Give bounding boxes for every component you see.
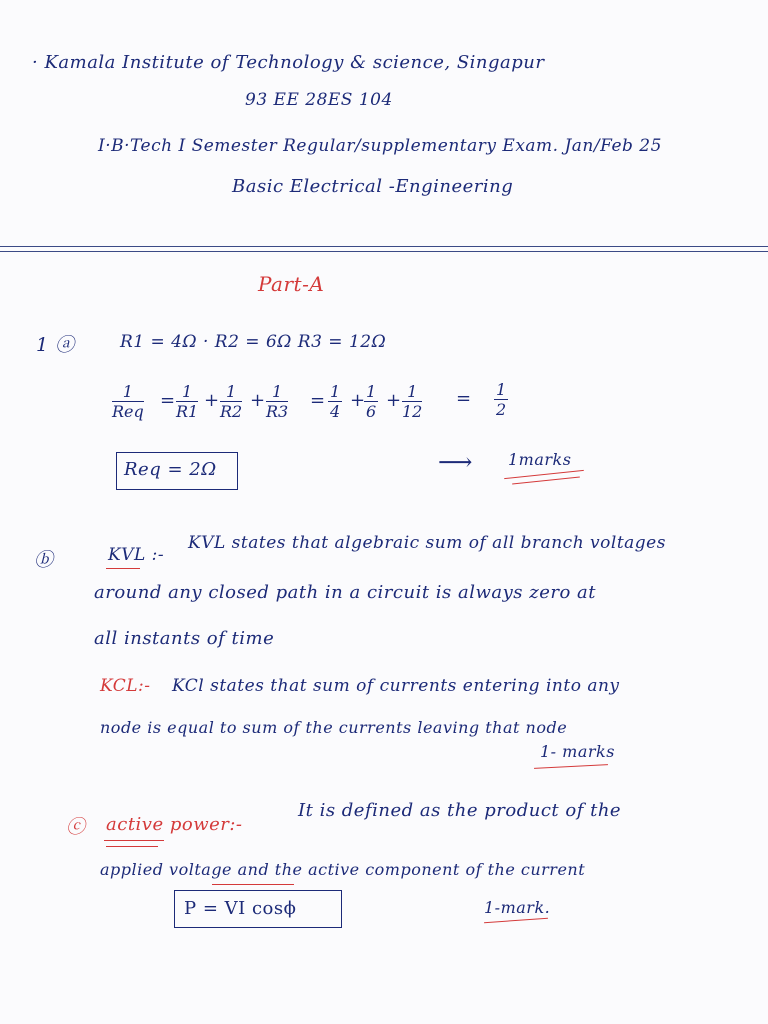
kvl-underline: [106, 568, 140, 569]
eq-plus-3: +: [350, 390, 366, 411]
eq-plus-4: +: [386, 390, 402, 411]
eq-lhs-den: Req: [112, 402, 144, 421]
kvl-label: KVL :-: [108, 545, 165, 565]
part-title: Part-A: [258, 272, 325, 296]
q1c-marks: 1-mark.: [484, 898, 551, 917]
q1c-marks-underline: [484, 918, 548, 923]
eq-value-6: $\frac{1}{6}$: [366, 382, 377, 421]
exam-title: I·B·Tech I Semester Regular/supplementary Exam. Jan/Feb 25: [98, 136, 662, 156]
header-divider-top: [0, 246, 768, 247]
q1b-marks-underline: [534, 764, 608, 769]
active-power-label: active power:-: [106, 814, 243, 835]
kvl-line-2: around any closed path in a circuit is always zero at: [94, 582, 597, 603]
q1b-number: ⓑ: [34, 549, 54, 571]
header-divider-bottom: [0, 251, 768, 252]
q1a-marks-underline-2: [512, 476, 580, 484]
eq-lhs-fraction: [112, 382, 144, 421]
kcl-line-2: node is equal to sum of the currents leaving that node: [100, 718, 568, 737]
q1a-arrow-icon: ⟶: [438, 448, 473, 476]
kcl-line-1: KCl states that sum of currents entering into any: [172, 676, 620, 696]
eq-term-r3: $\frac{1}{R3}$: [266, 382, 289, 421]
q1c-number: ⓒ: [66, 816, 86, 838]
active-power-underline-2: [106, 846, 158, 847]
q1a-given-values: R1 = 4Ω · R2 = 6Ω R3 = 12Ω: [120, 332, 387, 352]
q1b-marks: 1- marks: [540, 742, 615, 761]
q1c-formula: P = VI cosϕ: [184, 898, 297, 919]
q1a-marks: 1marks: [508, 450, 572, 469]
eq-result: $\frac{1}{2}$: [496, 380, 507, 419]
eq-lhs-num: 1: [112, 382, 144, 402]
institute-name: · Kamala Institute of Technology & science, Singapur: [32, 52, 545, 73]
kvl-line-1: KVL states that algebraic sum of all branch voltages: [188, 533, 666, 553]
voltage-underline: [212, 884, 294, 885]
eq-term-r2: $\frac{1}{R2}$: [220, 382, 243, 421]
eq-equals-1: =: [160, 390, 176, 411]
eq-term-r1: $\frac{1}{R1}$: [176, 382, 199, 421]
course-code: 93 EE 28ES 104: [245, 90, 393, 110]
eq-equals-3: =: [456, 388, 472, 409]
eq-equals-2: =: [310, 390, 326, 411]
eq-value-4: $\frac{1}{4}$: [330, 382, 341, 421]
eq-plus-2: +: [250, 390, 266, 411]
q1a-answer: Req = 2Ω: [124, 459, 217, 480]
eq-plus-1: +: [204, 390, 220, 411]
kcl-label: KCL:-: [100, 676, 151, 696]
kvl-line-3: all instants of time: [94, 628, 275, 649]
eq-value-12: $\frac{1}{12}$: [402, 382, 423, 421]
active-power-underline-1: [104, 840, 164, 841]
q1c-line-2: applied voltage and the active component of the current: [100, 860, 586, 879]
subject-title: Basic Electrical -Engineering: [232, 176, 514, 197]
q1a-number: 1 ⓐ: [36, 334, 75, 356]
q1c-line-1: It is defined as the product of the: [298, 800, 622, 821]
